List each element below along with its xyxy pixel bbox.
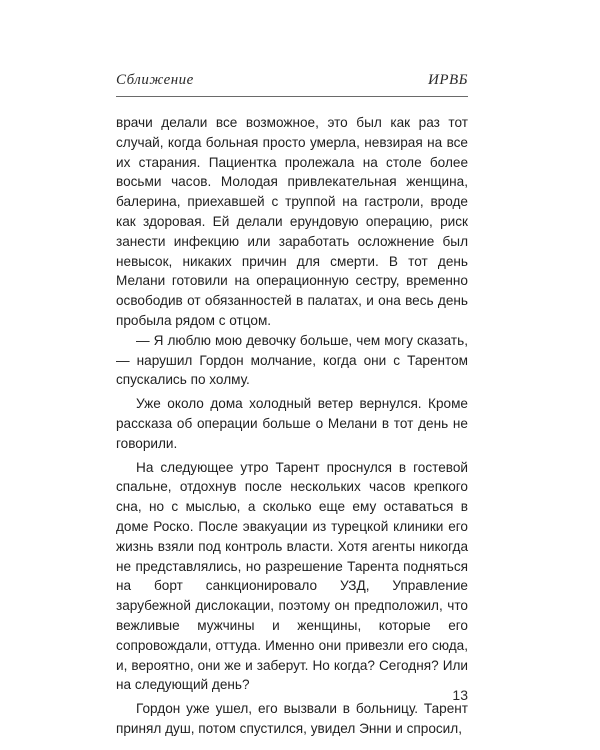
paragraph: Уже около дома холодный ветер вернулся. Кроме рассказа об операции больше о Мелани в тот день не говорили. xyxy=(116,396,468,451)
paragraph: На следующее утро Тарент проснулся в гостевой спальне, отдохнув после нескольких часов крепкого сна, но с мыслью, а сколько еще ему оставаться в доме Роско. После эвакуации из турецкой клиники его жизнь взяли под контроль власти. Хотя агенты никогда не представлялись, но разрешение Тарента подняться на борт санкционировало УЗД, Управление зарубежной дислокации, поэтому он предположил, что вежливые мужчины и женщины, которые его сопровождали, оттуда. Именно они привезли его сюда, и, вероятно, они же и заберут. Но когда? Сегодня? Или на следующий день? xyxy=(116,459,468,693)
paragraph: врачи делали все возможное, это был как раз тот случай, когда больная просто умерла, невзирая на все их старания. Пациентка пролежала на столе более восьми часов. Молодая привлекательная женщина, балерина, приехавшей с труппой на гастроли, вроде как здоровая. Ей делали ерундовую операцию, риск занести инфекцию или заработать осложнение был невысок, никаких причин для смерти. В тот день Мелани готовили на операционную сестру, временно освободив от обязанностей в палатах, и она весь день пробыла рядом с отцом. xyxy=(116,115,468,328)
paragraph: Гордон уже ушел, его вызвали в больницу. Тарент принял душ, потом спустился, увидел Энни и спросил, xyxy=(116,701,468,736)
running-header xyxy=(116,72,468,89)
body-text xyxy=(116,113,468,739)
header-rule xyxy=(116,96,468,97)
author-initials: ИРВБ xyxy=(427,72,468,88)
chapter-title: Сближение xyxy=(116,72,194,88)
page-number: 13 xyxy=(452,687,468,703)
paragraph: — Я люблю мою девочку больше, чем могу сказать,— нарушил Гордон молчание, когда они с Тарентом спускались по холму. xyxy=(116,332,468,388)
